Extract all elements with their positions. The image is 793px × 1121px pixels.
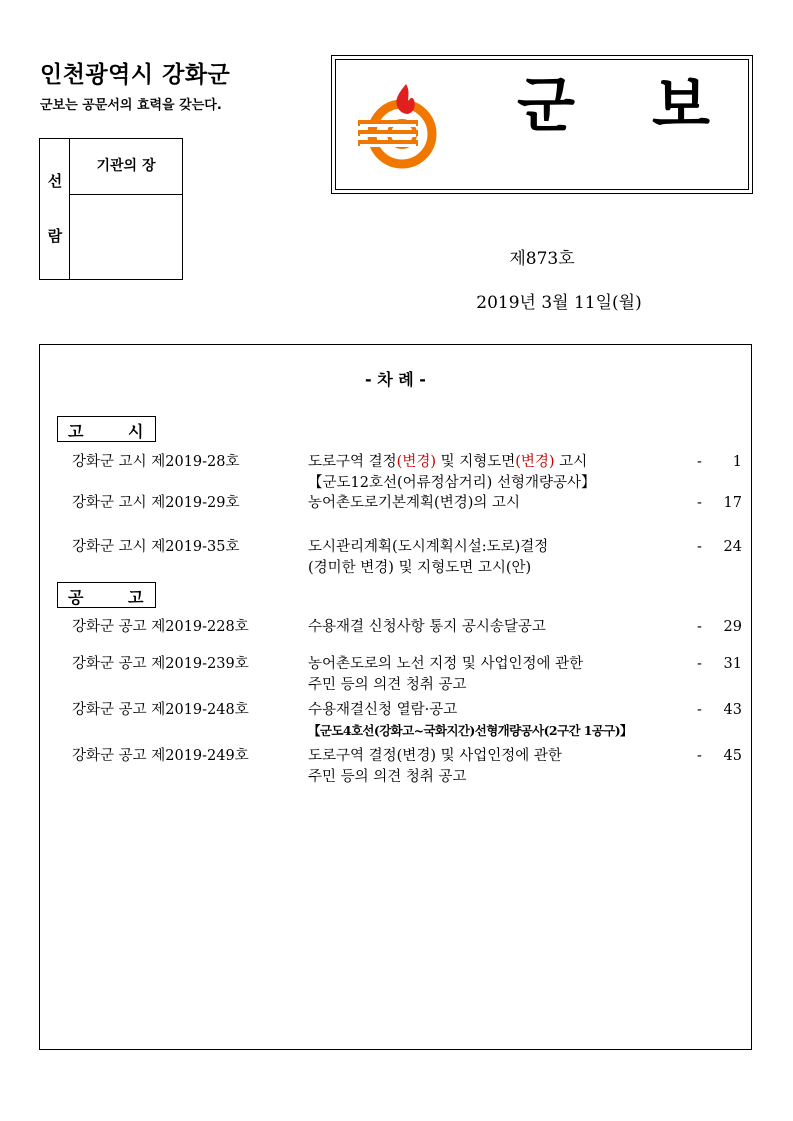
- entry-subtitle: (경미한 변경) 및 지형도면 고시(안): [308, 560, 532, 576]
- entry-number: 강화군 고시 제2019-29호: [72, 495, 240, 511]
- issue-date: 2019년 3월 11일(월): [476, 293, 642, 313]
- entry-dash: -: [697, 748, 702, 764]
- table-of-contents: [39, 344, 752, 1050]
- circulation-char-1: 선: [47, 172, 63, 190]
- section-label-char: 고: [128, 588, 144, 607]
- entry-page: 43: [723, 702, 742, 718]
- entry-number: 강화군 공고 제2019-228호: [72, 619, 249, 635]
- entry-subtitle: 주민 등의 의견 청취 공고: [308, 677, 467, 693]
- circulation-vertical-label: [40, 139, 70, 279]
- circulation-head-label: 기관의 장: [96, 158, 156, 174]
- masthead-title-char-2: 보: [652, 71, 710, 141]
- masthead: [331, 55, 753, 194]
- entry-page: 29: [723, 619, 742, 635]
- entry-title: 농어촌도로기본계획(변경)의 고시: [308, 495, 521, 511]
- entry-page: 17: [723, 495, 742, 511]
- toc-title: - 차 례 -: [365, 370, 426, 389]
- section-label-gonggo: [57, 582, 156, 608]
- org-name: 인천광역시 강화군: [40, 62, 231, 88]
- section-label-char: 공: [68, 588, 84, 607]
- entry-title: 농어촌도로의 노선 지정 및 사업인정에 관한: [308, 656, 584, 672]
- entry-number: 강화군 공고 제2019-248호: [72, 702, 249, 718]
- entry-page: 45: [723, 748, 742, 764]
- entry-title: 도로구역 결정(변경) 및 사업인정에 관한: [308, 748, 562, 764]
- entry-dash: -: [697, 702, 702, 718]
- entry-dash: -: [697, 656, 702, 672]
- entry-dash: -: [697, 539, 702, 555]
- circulation-char-2: 람: [47, 227, 63, 245]
- section-label-char: 시: [128, 422, 144, 441]
- entry-title: 도로구역 결정(변경) 및 지형도면(변경) 고시: [308, 454, 588, 470]
- entry-page: 24: [723, 539, 742, 555]
- entry-subtitle: 주민 등의 의견 청취 공고: [308, 769, 467, 785]
- gangwha-county-emblem-icon: [358, 80, 448, 170]
- entry-page: 31: [723, 656, 742, 672]
- issue-number: 제873호: [509, 249, 575, 269]
- entry-page: 1: [732, 454, 742, 470]
- entry-title: 도시관리계획(도시계획시설:도로)결정: [308, 539, 549, 555]
- section-label-char: 고: [68, 422, 84, 441]
- entry-subtitle: 【군도4호선(강화고~국화지간)선형개량공사(2구간 1공구)】: [308, 723, 632, 738]
- entry-dash: -: [697, 619, 702, 635]
- entry-number: 강화군 공고 제2019-239호: [72, 656, 249, 672]
- entry-dash: -: [697, 495, 702, 511]
- entry-number: 강화군 공고 제2019-249호: [72, 748, 249, 764]
- circulation-box: [39, 138, 183, 280]
- entry-title: 수용재결신청 열람·공고: [308, 702, 458, 718]
- masthead-title-char-1: 군: [517, 71, 575, 141]
- section-label-gosi: [57, 416, 156, 442]
- entry-number: 강화군 고시 제2019-35호: [72, 539, 240, 555]
- legal-notice: 군보는 공문서의 효력을 갖는다.: [40, 98, 222, 113]
- entry-title: 수용재결 신청사항 통지 공시송달공고: [308, 619, 546, 635]
- entry-subtitle: 【군도12호선(어류정삼거리) 선형개량공사】: [308, 475, 596, 491]
- circulation-head-cell: [70, 139, 182, 195]
- entry-dash: -: [697, 454, 702, 470]
- entry-number: 강화군 고시 제2019-28호: [72, 454, 240, 470]
